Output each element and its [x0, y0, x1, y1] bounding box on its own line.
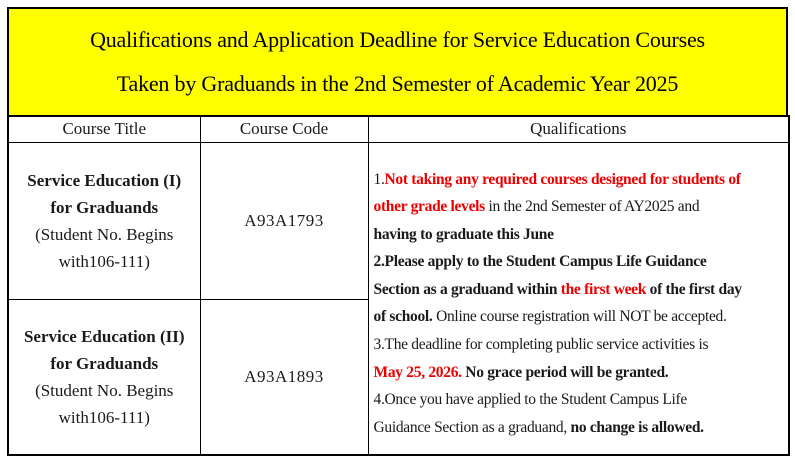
course-title-cell-2 [8, 299, 200, 455]
course-title-line: for Graduands [50, 197, 159, 217]
notice-document [7, 7, 788, 456]
course-title-line: Service Education (II) [23, 326, 185, 346]
qualifications-text: of the first day [646, 280, 742, 298]
qualifications-text: having to graduate this June [373, 225, 554, 243]
qualifications-line [374, 221, 787, 249]
qualifications-text: no change is allowed. [566, 418, 704, 436]
qualifications-text: Section as a graduand within [373, 280, 561, 298]
course-title-line: (Student No. Begins [35, 380, 174, 400]
highlighted-text: May 25, 2026. [373, 363, 462, 381]
qualifications-line [374, 303, 787, 331]
qualifications-line [374, 276, 787, 304]
course-title-line: with106-111) [58, 407, 150, 427]
qualifications-text: No grace period will be granted. [461, 363, 669, 381]
qualifications-line [374, 359, 787, 387]
header-course-title: Course Title [8, 116, 200, 142]
banner-title-line-2: Taken by Graduands in the 2nd Semester of Academic Year 2025 [116, 70, 679, 96]
banner-title-line-1: Qualifications and Application Deadline for Service Education Courses [90, 27, 705, 53]
qualifications-text: of school. [373, 308, 433, 326]
qualifications-text: Guidance Section as a graduand, [373, 418, 567, 436]
qualifications-cell [368, 142, 789, 455]
course-code-2: A93A1893 [200, 299, 368, 455]
title-banner [7, 7, 788, 117]
highlighted-text: Not taking any required courses designed for students of [384, 170, 741, 188]
qualifications-text: Online course registration will NOT be accepted. [432, 308, 727, 326]
course-code-1: A93A1793 [200, 142, 368, 299]
qualifications-line [374, 386, 787, 414]
qualifications-line [374, 166, 787, 194]
course-title-line: Service Education (I) [27, 170, 182, 190]
qualifications-line [374, 331, 787, 359]
qualifications-line [374, 414, 787, 442]
qualifications-text: in the 2nd Semester of AY2025 and [484, 198, 700, 216]
course-title-line: (Student No. Begins [35, 224, 174, 244]
qualifications-line [374, 248, 787, 276]
course-title-cell-1 [8, 142, 200, 299]
qualifications-text: 1. [373, 170, 385, 188]
qualifications-text: 4.Once you have applied to the Student Campus Life [373, 391, 687, 409]
qualifications-text: 3.The deadline for completing public service activities is [373, 336, 709, 354]
qualifications-line [374, 193, 787, 221]
table-row-service-education-1 [8, 142, 789, 299]
table-header-row [8, 116, 789, 142]
highlighted-text: other grade levels [373, 198, 485, 216]
qualifications-text: 2.Please apply to the Student Campus Life Guidance [373, 253, 707, 271]
header-qualifications: Qualifications [368, 116, 789, 142]
course-title-line: with106-111) [58, 251, 150, 271]
header-course-code: Course Code [200, 116, 368, 142]
course-table [7, 115, 790, 456]
highlighted-text: the first week [560, 280, 647, 298]
course-title-line: for Graduands [50, 353, 159, 373]
